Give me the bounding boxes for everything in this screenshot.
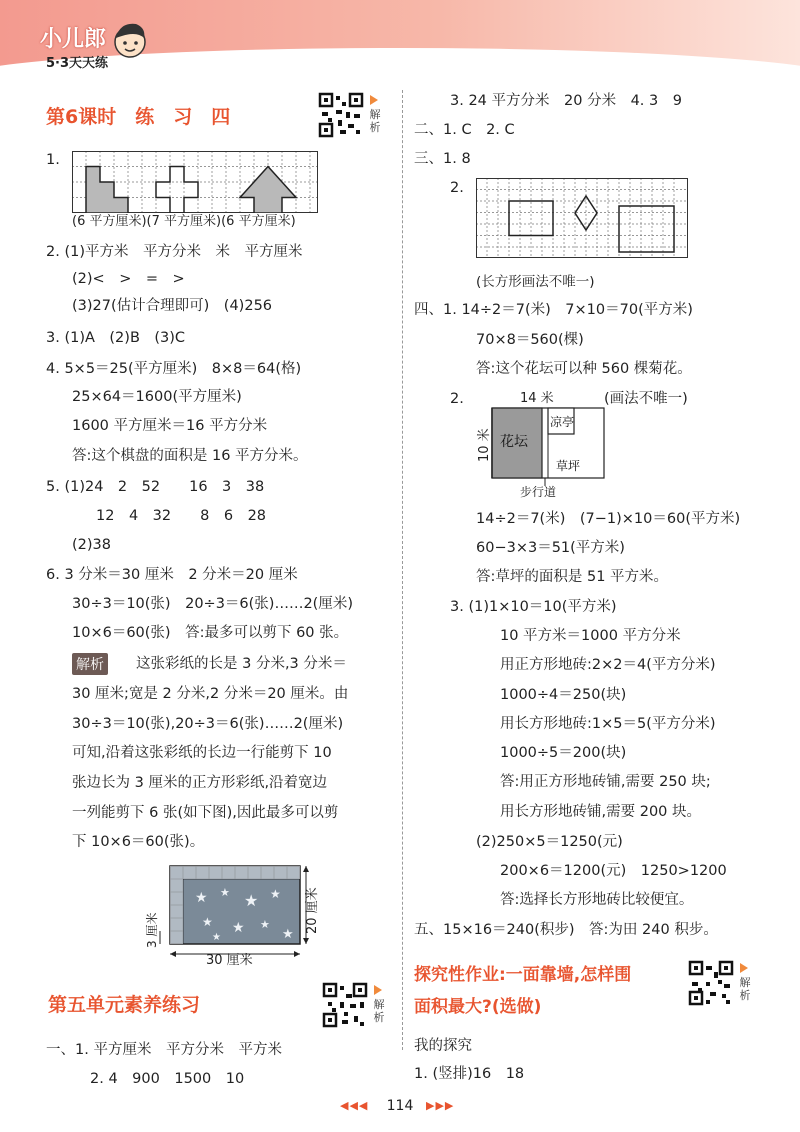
fig-label-3: 3 厘米 bbox=[145, 912, 159, 948]
brand-sublogo: 5·3天天练 bbox=[46, 56, 109, 71]
r4-line6: 60−3×3＝51(平方米) bbox=[476, 540, 625, 556]
qr-code-icon[interactable] bbox=[318, 92, 364, 138]
qr-label: 解析 bbox=[739, 976, 751, 1002]
my-explore-heading: 我的探究 bbox=[414, 1038, 472, 1054]
r4-q2-number: 2. bbox=[450, 391, 464, 407]
qr-label: 解析 bbox=[373, 998, 385, 1024]
jiexi-line6: 一列能剪下 6 张(如下图),因此最多可以剪 bbox=[72, 805, 339, 821]
garden-label-caoping: 草坪 bbox=[556, 459, 581, 473]
qr-code-icon[interactable] bbox=[322, 982, 368, 1028]
svg-text:★: ★ bbox=[260, 918, 270, 931]
unit-line2: 2. 4 900 1500 10 bbox=[90, 1071, 245, 1087]
next-arrows-icon: ▶▶▶ bbox=[426, 1099, 455, 1112]
explore-line1: 1. (竖排)16 18 bbox=[414, 1066, 525, 1082]
r43-line4: 1000÷4＝250(块) bbox=[500, 687, 627, 703]
unit-title: 第五单元素养练习 bbox=[48, 994, 201, 1016]
prev-arrows-icon: ◀◀◀ bbox=[340, 1099, 369, 1112]
svg-text:★: ★ bbox=[270, 887, 281, 901]
r4-line1: 四、1. 14÷2＝7(米) 7×10＝70(平方米) bbox=[414, 302, 693, 318]
q3-line: 3. (1)A (2)B (3)C bbox=[46, 330, 186, 346]
explore-title-line2: 面积最大?(选做) bbox=[414, 997, 542, 1017]
q4-line4: 答:这个棋盘的面积是 16 平方分米。 bbox=[72, 448, 308, 464]
q5-line2: 12 4 32 8 6 28 bbox=[96, 508, 267, 524]
play-icon bbox=[370, 95, 378, 105]
r-line2: 二、1. C 2. C bbox=[414, 122, 515, 138]
r43-line7: 答:用正方形地砖铺,需要 250 块; bbox=[500, 774, 711, 790]
q6-line3: 10×6＝60(张) 答:最多可以剪下 60 张。 bbox=[72, 625, 349, 641]
svg-text:★: ★ bbox=[232, 920, 245, 936]
garden-note: (画法不唯一) bbox=[604, 391, 688, 407]
q1-number: 1. bbox=[46, 152, 60, 168]
fig-label-30: 30 厘米 bbox=[206, 953, 253, 968]
q5-line1: 5. (1)24 2 52 16 3 38 bbox=[46, 479, 265, 495]
r-caption: (长方形画法不唯一) bbox=[476, 274, 595, 290]
r4-line7: 答:草坪的面积是 51 平方米。 bbox=[476, 569, 669, 585]
svg-text:★: ★ bbox=[244, 891, 259, 910]
unit-line1: 一、1. 平方厘米 平方分米 平方米 bbox=[46, 1042, 282, 1058]
q2-line3: (3)27(估计合理即可) (4)256 bbox=[72, 298, 273, 314]
q6-line1: 6. 3 分米＝30 厘米 2 分米＝20 厘米 bbox=[46, 567, 298, 583]
page-number: 114 bbox=[386, 1098, 414, 1114]
garden-label-liangting: 凉亭 bbox=[550, 415, 575, 429]
q4-line1: 4. 5×5＝25(平方厘米) 8×8＝64(格) bbox=[46, 361, 302, 377]
q1-captions: (6 平方厘米)(7 平方厘米)(6 平方厘米) bbox=[72, 214, 296, 229]
explore-title-line1: 探究性作业:一面靠墙,怎样围 bbox=[414, 965, 632, 985]
r43-line5: 用长方形地砖:1×5＝5(平方分米) bbox=[500, 716, 716, 732]
jiexi-line5: 张边长为 3 厘米的正方形彩纸,沿着宽边 bbox=[72, 775, 328, 791]
paper-figure bbox=[140, 860, 320, 970]
rect-grid-figure bbox=[476, 178, 688, 258]
r43-line2: 10 平方米＝1000 平方分米 bbox=[500, 628, 681, 644]
garden-label-10: 10 米 bbox=[477, 428, 492, 462]
jiexi-line3: 30÷3＝10(张),20÷3＝6(张)……2(厘米) bbox=[72, 716, 344, 732]
r4-line2: 70×8＝560(棵) bbox=[476, 332, 584, 348]
r-line3: 三、1. 8 bbox=[414, 151, 471, 167]
svg-text:★: ★ bbox=[212, 932, 221, 943]
q2-line1: 2. (1)平方米 平方分米 米 平方厘米 bbox=[46, 244, 303, 260]
column-divider bbox=[402, 90, 403, 1050]
r43-line3: 用正方形地砖:2×2＝4(平方分米) bbox=[500, 657, 716, 673]
jiexi-tag: 解析 bbox=[72, 653, 108, 675]
r43-line8: 用长方形地砖铺,需要 200 块。 bbox=[500, 804, 702, 820]
q5-line3: (2)38 bbox=[72, 537, 111, 553]
garden-label-road: 步行道 bbox=[520, 485, 557, 499]
r4-line3: 答:这个花坛可以种 560 棵菊花。 bbox=[476, 361, 692, 377]
garden-label-14: 14 米 bbox=[520, 391, 554, 406]
svg-text:★: ★ bbox=[202, 915, 213, 929]
brand-logo: 小儿郎 bbox=[40, 27, 107, 52]
jiexi-line1: 这张彩纸的长是 3 分米,3 分米＝ bbox=[136, 656, 347, 672]
mascot-icon bbox=[110, 18, 150, 62]
garden-label-huatan: 花坛 bbox=[500, 434, 528, 450]
q6-line2: 30÷3＝10(张) 20÷3＝6(张)……2(厘米) bbox=[72, 596, 353, 612]
r43-line6: 1000÷5＝200(块) bbox=[500, 745, 627, 761]
r4-line5: 14÷2＝7(米) (7−1)×10＝60(平方米) bbox=[476, 511, 741, 527]
fig-label-20: 20 厘米 bbox=[305, 887, 320, 934]
jiexi-line2: 30 厘米;宽是 2 分米,2 分米＝20 厘米。由 bbox=[72, 686, 349, 702]
r43-line10: 200×6＝1200(元) 1250>1200 bbox=[500, 863, 727, 879]
q4-line3: 1600 平方厘米＝16 平方分米 bbox=[72, 418, 268, 434]
q2-line2: (2)< > = > bbox=[72, 271, 185, 287]
q1-grid-figure bbox=[72, 151, 318, 213]
play-icon bbox=[374, 985, 382, 995]
r-line4: 2. bbox=[450, 180, 464, 196]
r-line1: 3. 24 平方分米 20 分米 4. 3 9 bbox=[450, 93, 682, 109]
q4-line2: 25×64＝1600(平方厘米) bbox=[72, 389, 242, 405]
lesson-title: 第6课时 练 习 四 bbox=[46, 106, 231, 128]
r43-line9: (2)250×5＝1250(元) bbox=[476, 834, 623, 850]
jiexi-line7: 下 10×6＝60(张)。 bbox=[72, 834, 205, 850]
qr-code-icon[interactable] bbox=[688, 960, 734, 1006]
garden-figure bbox=[470, 388, 610, 500]
r43-line1: 3. (1)1×10＝10(平方米) bbox=[450, 599, 617, 615]
r43-line11: 答:选择长方形地砖比较便宜。 bbox=[500, 892, 694, 908]
svg-text:★: ★ bbox=[282, 927, 294, 942]
svg-text:★: ★ bbox=[220, 886, 230, 899]
jiexi-line4: 可知,沿着这张彩纸的长边一行能剪下 10 bbox=[72, 745, 332, 761]
play-icon bbox=[740, 963, 748, 973]
qr-label: 解析 bbox=[369, 108, 381, 134]
svg-text:★: ★ bbox=[195, 890, 208, 906]
r5-line: 五、15×16＝240(积步) 答:为田 240 积步。 bbox=[414, 922, 718, 938]
